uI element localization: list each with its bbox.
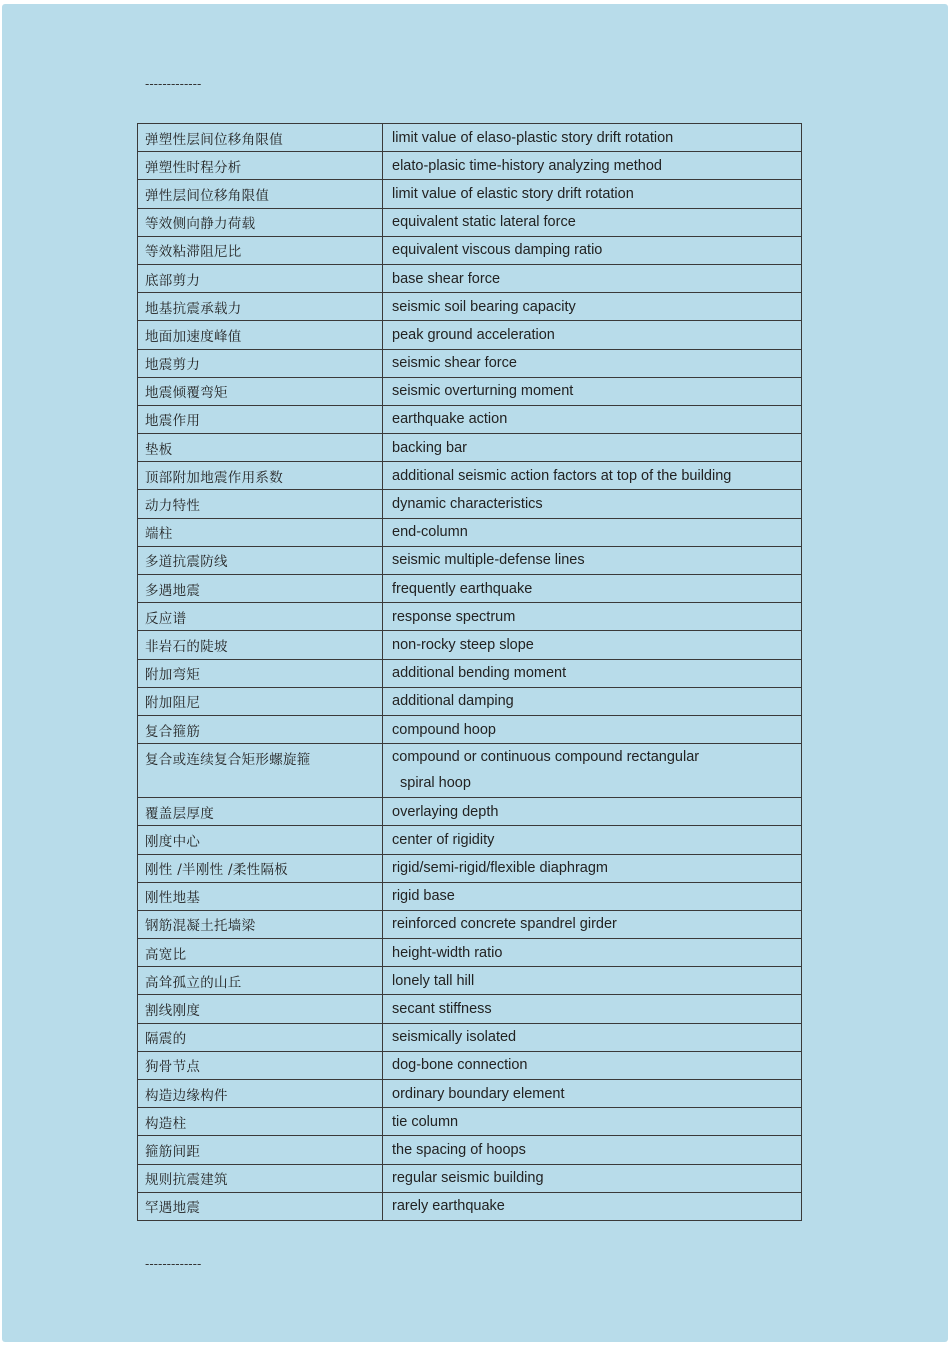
english-term: peak ground acceleration — [383, 321, 802, 349]
english-term: overlaying depth — [383, 798, 802, 826]
table-row — [138, 798, 802, 826]
english-term: dynamic characteristics — [383, 490, 802, 518]
english-term: dog-bone connection — [383, 1051, 802, 1079]
chinese-term: 规则抗震建筑 — [138, 1164, 383, 1192]
table-row — [138, 1164, 802, 1192]
english-term: base shear force — [383, 264, 802, 292]
table-row — [138, 349, 802, 377]
chinese-term: 等效侧向静力荷载 — [138, 208, 383, 236]
chinese-term: 构造边缘构件 — [138, 1080, 383, 1108]
english-term: compound hoop — [383, 715, 802, 743]
english-term: seismic shear force — [383, 349, 802, 377]
table-row — [138, 659, 802, 687]
table-row — [138, 1192, 802, 1220]
chinese-term: 多道抗震防线 — [138, 546, 383, 574]
english-term: height-width ratio — [383, 939, 802, 967]
table-row — [138, 939, 802, 967]
table-row — [138, 1108, 802, 1136]
chinese-term: 地震倾覆弯矩 — [138, 377, 383, 405]
table-row — [138, 826, 802, 854]
table-row — [138, 180, 802, 208]
english-term: equivalent static lateral force — [383, 208, 802, 236]
chinese-term: 底部剪力 — [138, 264, 383, 292]
chinese-term: 高宽比 — [138, 939, 383, 967]
chinese-term: 多遇地震 — [138, 575, 383, 603]
english-term: seismic multiple-defense lines — [383, 546, 802, 574]
table-row — [138, 1051, 802, 1079]
english-term: earthquake action — [383, 405, 802, 433]
english-term: seismic soil bearing capacity — [383, 293, 802, 321]
chinese-term: 刚度中心 — [138, 826, 383, 854]
chinese-term: 高耸孤立的山丘 — [138, 967, 383, 995]
table-row — [138, 687, 802, 715]
chinese-term: 地面加速度峰值 — [138, 321, 383, 349]
english-term: rigid/semi-rigid/flexible diaphragm — [383, 854, 802, 882]
chinese-term: 动力特性 — [138, 490, 383, 518]
chinese-term: 狗骨节点 — [138, 1051, 383, 1079]
english-term: tie column — [383, 1108, 802, 1136]
table-row — [138, 546, 802, 574]
table-row — [138, 152, 802, 180]
chinese-term: 等效粘滞阻尼比 — [138, 236, 383, 264]
english-term: center of rigidity — [383, 826, 802, 854]
english-term: elato-plasic time-history analyzing method — [383, 152, 802, 180]
table-row — [138, 236, 802, 264]
english-term: equivalent viscous damping ratio — [383, 236, 802, 264]
english-term: response spectrum — [383, 603, 802, 631]
english-term: frequently earthquake — [383, 575, 802, 603]
chinese-term: 弹塑性层间位移角限值 — [138, 124, 383, 152]
chinese-term: 垫板 — [138, 434, 383, 462]
top-separator: ------------- — [145, 77, 202, 91]
chinese-term: 割线刚度 — [138, 995, 383, 1023]
english-term — [383, 744, 802, 798]
table-row — [138, 995, 802, 1023]
chinese-term: 构造柱 — [138, 1108, 383, 1136]
chinese-term: 顶部附加地震作用系数 — [138, 462, 383, 490]
english-term: rigid base — [383, 882, 802, 910]
chinese-term: 附加阻尼 — [138, 687, 383, 715]
table-row — [138, 910, 802, 938]
english-term: reinforced concrete spandrel girder — [383, 910, 802, 938]
chinese-term: 罕遇地震 — [138, 1192, 383, 1220]
chinese-term: 复合或连续复合矩形螺旋箍 — [138, 744, 383, 798]
english-term: regular seismic building — [383, 1164, 802, 1192]
table-row — [138, 124, 802, 152]
english-term: secant stiffness — [383, 995, 802, 1023]
table-row — [138, 715, 802, 743]
table-row — [138, 434, 802, 462]
table-row — [138, 631, 802, 659]
chinese-term: 隔震的 — [138, 1023, 383, 1051]
chinese-term: 覆盖层厚度 — [138, 798, 383, 826]
chinese-term: 附加弯矩 — [138, 659, 383, 687]
english-term: non-rocky steep slope — [383, 631, 802, 659]
table-row — [138, 967, 802, 995]
chinese-term: 非岩石的陡坡 — [138, 631, 383, 659]
table-row — [138, 293, 802, 321]
table-row — [138, 1080, 802, 1108]
english-term: lonely tall hill — [383, 967, 802, 995]
glossary-table — [137, 123, 802, 1221]
chinese-term: 刚性 /半刚性 /柔性隔板 — [138, 854, 383, 882]
table-row — [138, 744, 802, 798]
table-row — [138, 208, 802, 236]
chinese-term: 箍筋间距 — [138, 1136, 383, 1164]
bottom-separator: ------------- — [145, 1257, 202, 1271]
english-term: additional seismic action factors at top of the building — [383, 462, 802, 490]
english-term-line-1: compound or continuous compound rectangular — [392, 749, 700, 766]
chinese-term: 弹塑性时程分析 — [138, 152, 383, 180]
english-term: limit value of elaso-plastic story drift rotation — [383, 124, 802, 152]
table-row — [138, 321, 802, 349]
table-row — [138, 1023, 802, 1051]
table-row — [138, 603, 802, 631]
chinese-term: 弹性层间位移角限值 — [138, 180, 383, 208]
table-row — [138, 1136, 802, 1164]
table-row — [138, 462, 802, 490]
english-term: the spacing of hoops — [383, 1136, 802, 1164]
english-term-line-2: spiral hoop — [400, 775, 471, 792]
table-row — [138, 264, 802, 292]
table-row — [138, 490, 802, 518]
english-term: backing bar — [383, 434, 802, 462]
chinese-term: 端柱 — [138, 518, 383, 546]
table-row — [138, 575, 802, 603]
english-term: seismically isolated — [383, 1023, 802, 1051]
english-term: end-column — [383, 518, 802, 546]
english-term: additional damping — [383, 687, 802, 715]
table-row — [138, 882, 802, 910]
chinese-term: 钢筋混凝土托墙梁 — [138, 910, 383, 938]
english-term: additional bending moment — [383, 659, 802, 687]
english-term: rarely earthquake — [383, 1192, 802, 1220]
chinese-term: 地基抗震承载力 — [138, 293, 383, 321]
chinese-term: 刚性地基 — [138, 882, 383, 910]
english-term: ordinary boundary element — [383, 1080, 802, 1108]
document-page — [2, 4, 948, 1342]
table-row — [138, 405, 802, 433]
table-row — [138, 377, 802, 405]
chinese-term: 反应谱 — [138, 603, 383, 631]
chinese-term: 地震作用 — [138, 405, 383, 433]
chinese-term: 地震剪力 — [138, 349, 383, 377]
table-row — [138, 854, 802, 882]
table-row — [138, 518, 802, 546]
english-term: limit value of elastic story drift rotation — [383, 180, 802, 208]
chinese-term: 复合箍筋 — [138, 715, 383, 743]
english-term: seismic overturning moment — [383, 377, 802, 405]
